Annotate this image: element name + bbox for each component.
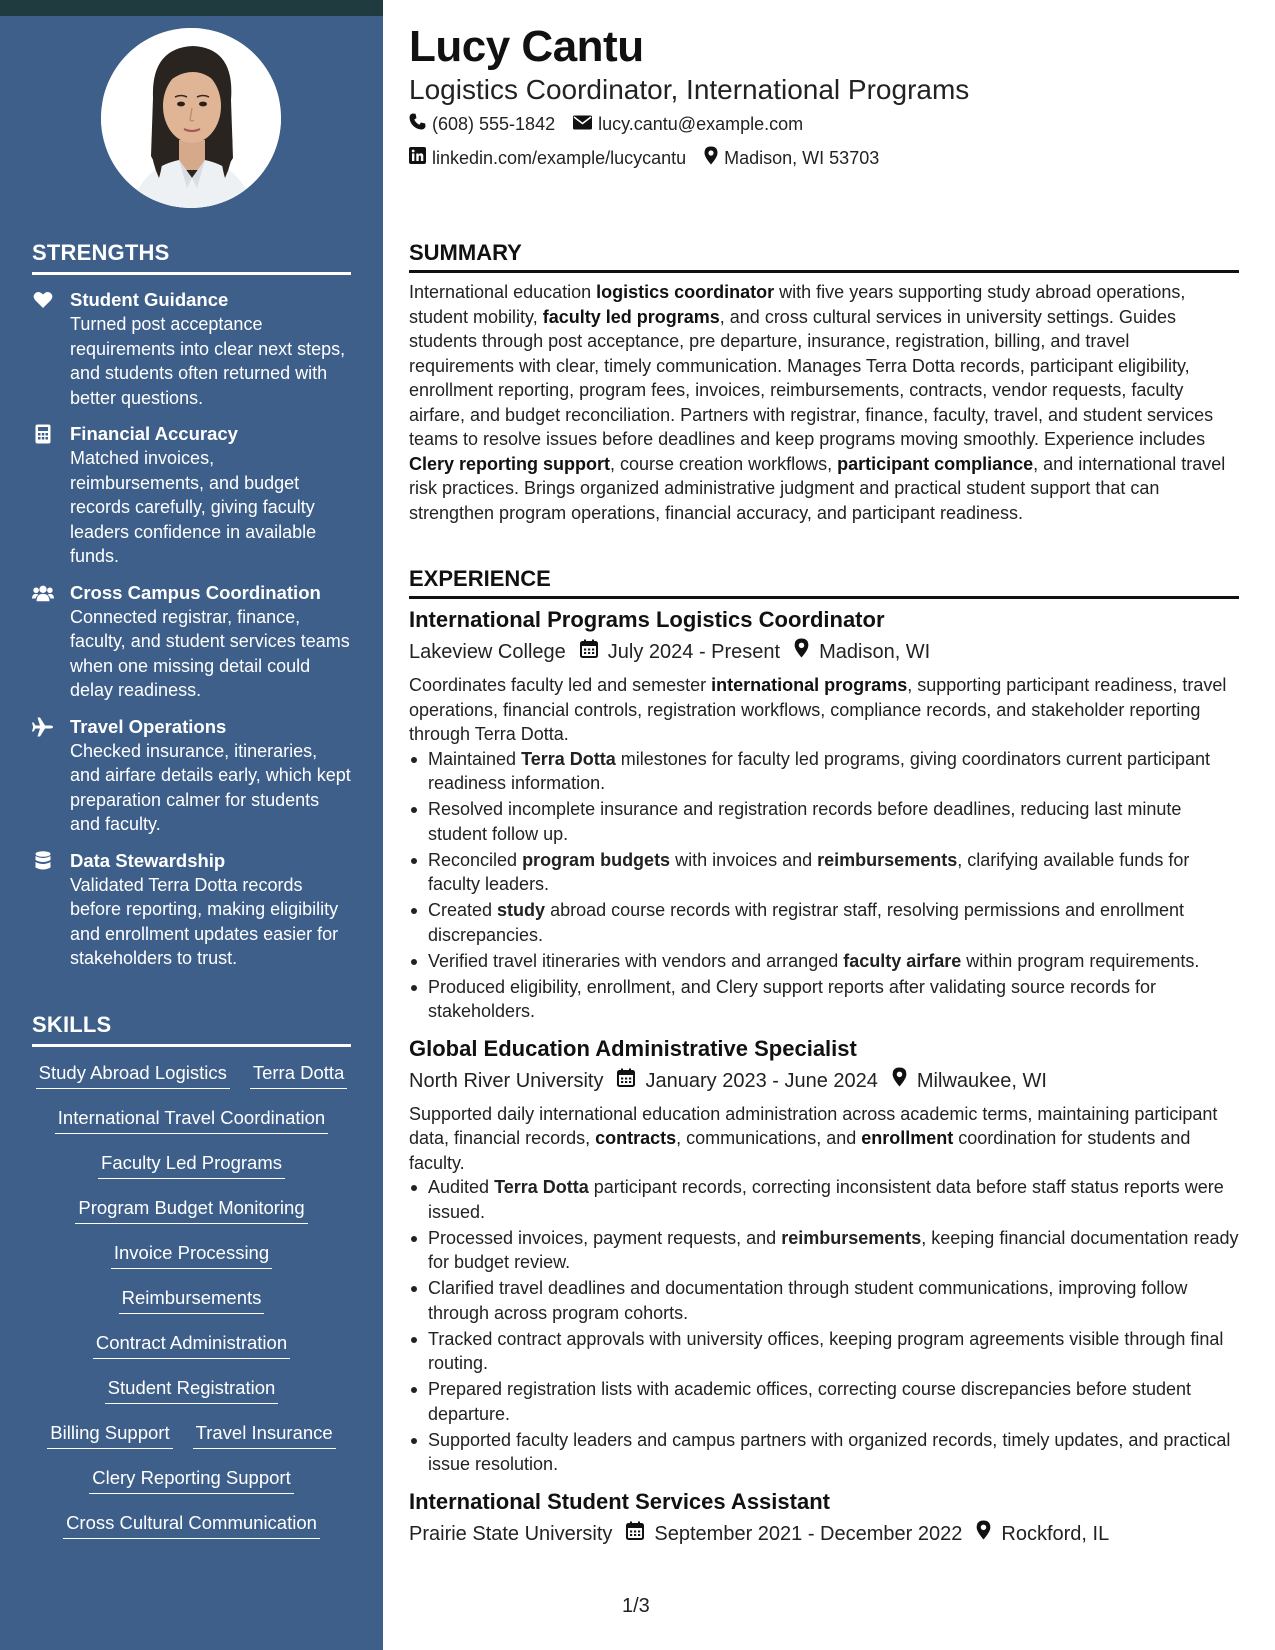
phone-contact[interactable] [409,113,555,135]
profile-photo [101,28,281,208]
linkedin-icon [409,147,426,169]
text-run: Created [428,900,498,920]
bullet-item [409,747,1239,796]
summary-text [409,280,1239,525]
text-run: Audited [428,1177,495,1197]
skill-row [32,1511,351,1556]
bullet-item [409,1428,1239,1477]
bullet-item [409,848,1239,897]
bullet-item [409,1226,1239,1275]
bold-phrase: enrollment [861,1128,954,1148]
skills-heading: SKILLS [32,1012,351,1047]
dates-text: September 2021 - December 2022 [654,1522,963,1545]
text-run: Prepared registration lists with academic offices, correcting course discrepancies before student departure. [428,1379,1192,1424]
text-run: , and cross cultural services in university settings. Guides students through post acceptance, pre departure, insurance, registration, billing, and travel requirements with clear, timely communication. Manages Terra Dotta records, participant eligibility, enrollment reporting, program fees, invoices, reimbursements, contracts, vendor requests, faculty airfare, and budget reconciliation. Partners with registrar, finance, faculty, travel, and student services teams to resolve issues before deadlines and keep programs moving smoothly. Experience includes [409,306,1214,449]
text-run: , and international travel risk practices. Brings organized administrative judgment and practical student support that can strengthen program operations, financial accuracy, and participant readiness. [409,453,1226,523]
text-run: Verified travel itineraries with vendors and arranged [428,950,844,971]
strength-desc: Turned post acceptance requirements into clear next steps, and students often returned with better questions. [70,314,346,408]
job-dates [580,637,780,667]
bullet-item [409,949,1239,974]
bold-phrase: international programs [711,675,908,695]
contact-line-2 [409,146,879,170]
email-contact[interactable] [573,114,803,135]
bold-phrase: faculty led programs [542,306,720,327]
text-run: Resolved incomplete insurance and registration records before deadlines, reducing last minute student follow up. [428,799,1182,844]
text-run: abroad course records with registrar staff, resolving permissions and enrollment discrepancies. [428,900,1185,945]
strength-item [32,422,351,569]
text-run: participant records, correcting inconsistent data before staff status reports were issued. [428,1177,1224,1222]
skill-chip: Faculty Led Programs [98,1151,285,1179]
bold-phrase: Terra Dotta [521,748,616,769]
strength-title: Travel Operations [70,715,227,737]
job-org [409,637,566,667]
strength-item [32,581,351,703]
bullet-item [409,1175,1239,1224]
skill-row [32,1421,351,1466]
bullet-item [409,1327,1239,1376]
skills-section [32,1012,351,1556]
database-icon [32,850,54,872]
text-run: Clarified travel deadlines and documentation through student communications, improving follow through across program cohorts. [428,1278,1188,1323]
text-run: coordination for students and faculty. [409,1128,1191,1173]
skill-row [32,1151,351,1196]
bold-phrase: Terra Dotta [494,1177,589,1197]
strength-item [32,288,351,410]
location-text: Madison, WI [819,641,931,663]
strength-desc: Connected registrar, finance, faculty, and student services teams when one missing detail could delay readiness. [70,606,350,700]
text-run: , course creation workflows, [610,453,838,474]
calendar-icon [580,637,598,667]
bold-phrase: faculty airfare [843,950,962,971]
text-run: , supporting participant readiness, travel operations, financial controls, registration workflows, compliance records, and stakeholder reporting through Terra Dotta. [409,675,1227,744]
bold-phrase: reimbursements [781,1227,922,1248]
text-run: Maintained [428,748,522,769]
strength-title: Data Stewardship [70,849,226,871]
text-run: with five years supporting study abroad operations, student mobility, [409,282,1186,327]
org-name: North River University [409,1069,604,1092]
skill-chip: Billing Support [47,1421,172,1449]
location-text: Milwaukee, WI [916,1069,1047,1092]
bold-phrase: participant compliance [837,453,1034,474]
map-pin-icon [794,637,809,667]
job-meta [409,1519,1239,1549]
sidebar [0,0,383,1650]
map-pin-icon [976,1519,991,1549]
accent-strip [0,0,383,16]
calendar-icon [617,1066,635,1096]
skill-row [32,1196,351,1241]
text-run: Tracked contract approvals with university offices, keeping program agreements visible through final routing. [428,1328,1224,1373]
strength-title: Financial Accuracy [70,423,238,444]
phone-icon [409,113,426,135]
email-text: lucy.cantu@example.com [598,113,804,134]
job-bullets [409,747,1239,1024]
job-meta [409,637,1239,667]
bold-phrase: logistics coordinator [596,282,775,302]
bullet-item [409,975,1239,1024]
skill-row [32,1106,351,1151]
skill-chip: International Travel Coordination [55,1106,328,1134]
strengths-section [32,240,351,971]
location-text: Rockford, IL [1001,1522,1110,1545]
page-number: 1/3 [622,1595,650,1617]
skill-chip: Terra Dotta [250,1061,348,1089]
skill-chip: Invoice Processing [111,1241,272,1269]
text-run: within program requirements. [961,950,1200,971]
heart-icon [32,289,54,311]
skill-chip: Contract Administration [93,1331,290,1359]
candidate-name: Lucy Cantu [409,22,644,71]
job-title: International Programs Logistics Coordinator [409,607,885,632]
skill-row [32,1241,351,1286]
job-dates [617,1066,877,1096]
bullet-item [409,898,1239,947]
plane-icon [32,716,54,738]
strength-item [32,715,351,837]
job-entry [409,1487,1239,1549]
bullet-item [409,797,1239,846]
skill-chip: Study Abroad Logistics [36,1061,230,1089]
linkedin-text: linkedin.com/example/lucycantu [432,147,687,168]
jobs-list [409,605,1239,1549]
text-run: Supported daily international education administration across academic terms, maintaining participant data, financial records, [409,1103,1218,1148]
candidate-title: Logistics Coordinator, International Programs [409,74,970,105]
strength-desc: Matched invoices, reimbursements, and budget records carefully, giving faculty leaders confidence in available funds. [70,448,317,566]
skill-row [32,1376,351,1421]
bold-phrase: contracts [595,1128,677,1148]
dates-text: January 2023 - June 2024 [645,1069,878,1092]
job-location [794,637,930,667]
map-pin-icon [704,146,718,170]
skill-chip: Program Budget Monitoring [75,1196,307,1224]
linkedin-contact[interactable] [409,147,686,169]
skill-chip: Clery Reporting Support [89,1466,293,1494]
summary-heading: SUMMARY [409,240,1239,273]
text-run: , clarifying available funds for faculty leaders. [428,849,1190,894]
calendar-icon [626,1519,644,1549]
text-run: Processed invoices, payment requests, and [428,1227,782,1248]
job-title: Global Education Administrative Specialist [409,1035,857,1061]
bold-phrase: reimbursements [817,849,958,870]
text-run: Supported faculty leaders and campus partners with organized records, timely updates, and practical issue resolution. [428,1429,1231,1474]
summary-section [409,240,1239,525]
skill-chip: Reimbursements [119,1286,265,1314]
bold-phrase: Clery reporting support [409,453,611,474]
skill-chip: Travel Insurance [193,1421,336,1449]
text-run: Produced eligibility, enrollment, and Clery support reports after validating source records for stakeholders. [428,976,1157,1021]
skill-row [32,1466,351,1511]
envelope-icon [573,114,592,135]
experience-heading: EXPERIENCE [409,566,1239,599]
skill-row [32,1061,351,1106]
job-location [892,1066,1047,1096]
strength-desc: Checked insurance, itineraries, and airfare details early, which kept preparation calmer for students and faculty. [70,740,351,834]
contact-line [409,113,803,135]
job-entry [409,605,1239,1024]
job-dates [626,1519,962,1549]
job-bullets [409,1175,1239,1477]
strengths-heading: STRENGTHS [32,240,351,275]
skill-row [32,1286,351,1331]
skill-chip: Student Registration [105,1376,279,1404]
strength-title: Cross Campus Coordination [70,581,321,603]
map-pin-icon [892,1066,907,1096]
text-run: , keeping financial documentation ready for budget review. [428,1227,1239,1272]
text-run: Coordinates faculty led and semester [409,675,712,695]
job-org [409,1519,612,1549]
text-run: Reconciled [428,849,523,870]
strength-desc: Validated Terra Dotta records before reporting, making eligibility and enrollment updates easier for stakeholders to trust. [70,874,339,968]
job-description [409,1102,1239,1176]
calculator-icon [32,423,54,445]
bold-phrase: study [497,900,546,920]
strength-title: Student Guidance [70,289,229,310]
skills-list [32,1061,351,1556]
skill-row [32,1331,351,1376]
text-run: International education [409,282,597,302]
job-org [409,1066,603,1096]
job-title: International Student Services Assistant [409,1488,830,1514]
text-run: , communications, and [676,1128,862,1148]
org-name: Lakeview College [409,641,566,663]
job-entry [409,1034,1239,1477]
phone-text: (608) 555-1842 [432,113,556,134]
job-meta [409,1066,1239,1096]
location-text: Madison, WI 53703 [724,147,880,168]
job-location [976,1519,1109,1549]
skill-chip: Cross Cultural Communication [63,1511,320,1539]
org-name: Prairie State University [409,1522,613,1545]
bullet-item [409,1377,1239,1426]
bold-phrase: program budgets [522,849,671,870]
job-description [409,673,1239,747]
users-icon [32,582,54,604]
text-run: with invoices and [670,849,818,870]
strength-item [32,849,351,971]
bullet-item [409,1276,1239,1325]
text-run: milestones for faculty led programs, giving coordinators current participant readiness information. [428,748,1211,793]
location-contact [704,146,879,170]
dates-text: July 2024 - Present [607,641,781,663]
experience-section [409,566,1239,1549]
